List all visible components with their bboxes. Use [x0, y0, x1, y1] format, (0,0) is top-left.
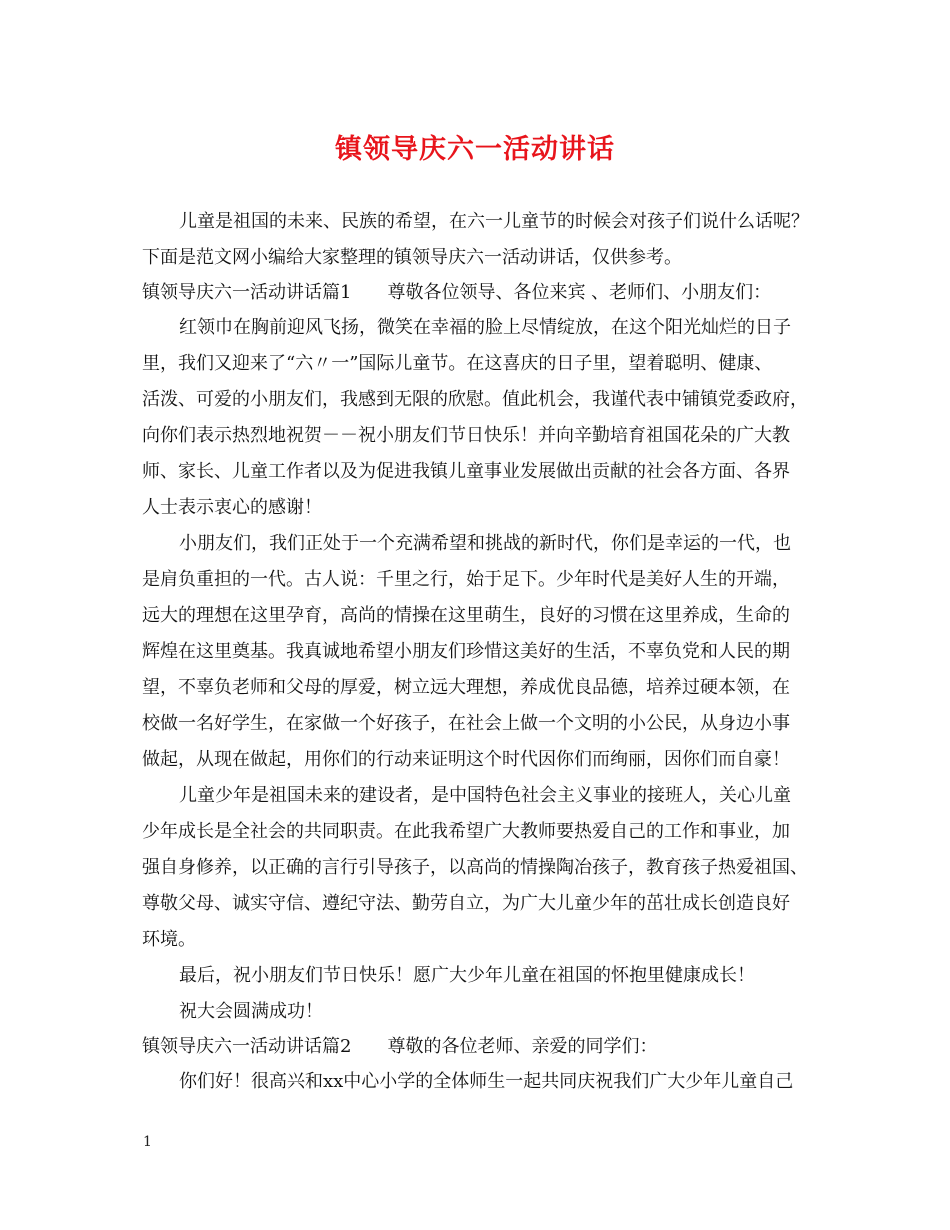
text-line: 师、家长、儿童工作者以及为促进我镇儿童事业发展做出贡献的社会各方面、各界: [142, 461, 790, 482]
text-line: 强自身修养，以正确的言行引导孩子，以高尚的情操陶冶孩子，教育孩子热爱祖国、: [142, 857, 808, 878]
text-line: 向你们表示热烈地祝贺－－祝小朋友们节日快乐！并向辛勤培育祖国花朵的广大教: [142, 425, 790, 446]
text-line: 尊敬父母、诚实守信、遵纪守法、勤劳自立，为广大儿童少年的茁壮成长创造良好: [142, 893, 790, 914]
text-line: 红领巾在胸前迎风飞扬，微笑在幸福的脸上尽情绽放，在这个阳光灿烂的日子: [179, 317, 791, 338]
text-line: 祝大会圆满成功！: [179, 1001, 323, 1022]
text-line: 儿童是祖国的未来、民族的希望，在六一儿童节的时候会对孩子们说什么话呢？: [179, 211, 809, 232]
page-number: 1: [143, 1134, 152, 1150]
text-line: 儿童少年是祖国未来的建设者，是中国特色社会主义事业的接班人，关心儿童: [179, 785, 791, 806]
text-line: 环境。: [142, 929, 196, 950]
text-line: 望，不辜负老师和父母的厚爱，树立远大理想，养成优良品德，培养过硬本领，在: [142, 677, 790, 698]
section-heading-line: 镇领导庆六一活动讲话篇1 尊敬各位领导、各位来宾 、老师们、小朋友们：: [142, 282, 772, 303]
text-line: 最后，祝小朋友们节日快乐！愿广大少年儿童在祖国的怀抱里健康成长！: [179, 965, 755, 986]
text-line: 辉煌在这里奠基。我真诚地希望小朋友们珍惜这美好的生活，不辜负党和人民的期: [142, 641, 790, 662]
text-line: 你们好！很高兴和xx中心小学的全体师生一起共同庆祝我们广大少年儿童自己: [179, 1071, 794, 1092]
text-line: 是肩负重担的一代。古人说：千里之行，始于足下。少年时代是美好人生的开端，: [142, 569, 790, 590]
document-body: [142, 204, 810, 1100]
text-line: 做起，从现在做起，用你们的行动来证明这个时代因你们而绚丽，因你们而自豪！: [142, 749, 790, 770]
document-title: 镇领导庆六一活动讲话: [335, 134, 615, 165]
text-line: 少年成长是全社会的共同职责。在此我希望广大教师要热爱自己的工作和事业，加: [142, 821, 790, 842]
text-line: 校做一名好学生，在家做一个好孩子，在社会上做一个文明的小公民，从身边小事: [142, 713, 790, 734]
text-line: 人士表示衷心的感谢！: [142, 497, 322, 518]
text-line: 小朋友们，我们正处于一个充满希望和挑战的新时代，你们是幸运的一代，也: [179, 533, 791, 554]
text-line: 远大的理想在这里孕育，高尚的情操在这里萌生，良好的习惯在这里养成，生命的: [142, 605, 790, 626]
text-line: 下面是范文网小编给大家整理的镇领导庆六一活动讲话，仅供参考。: [142, 247, 682, 268]
text-line: 活泼、可爱的小朋友们，我感到无限的欣慰。值此机会，我谨代表中铺镇党委政府，: [142, 389, 808, 410]
section-heading-line: 镇领导庆六一活动讲话篇2 尊敬的各位老师、亲爱的同学们：: [142, 1036, 658, 1057]
text-line: 里，我们又迎来了“六〃一”国际儿童节。在这喜庆的日子里，望着聪明、健康、: [142, 353, 773, 374]
